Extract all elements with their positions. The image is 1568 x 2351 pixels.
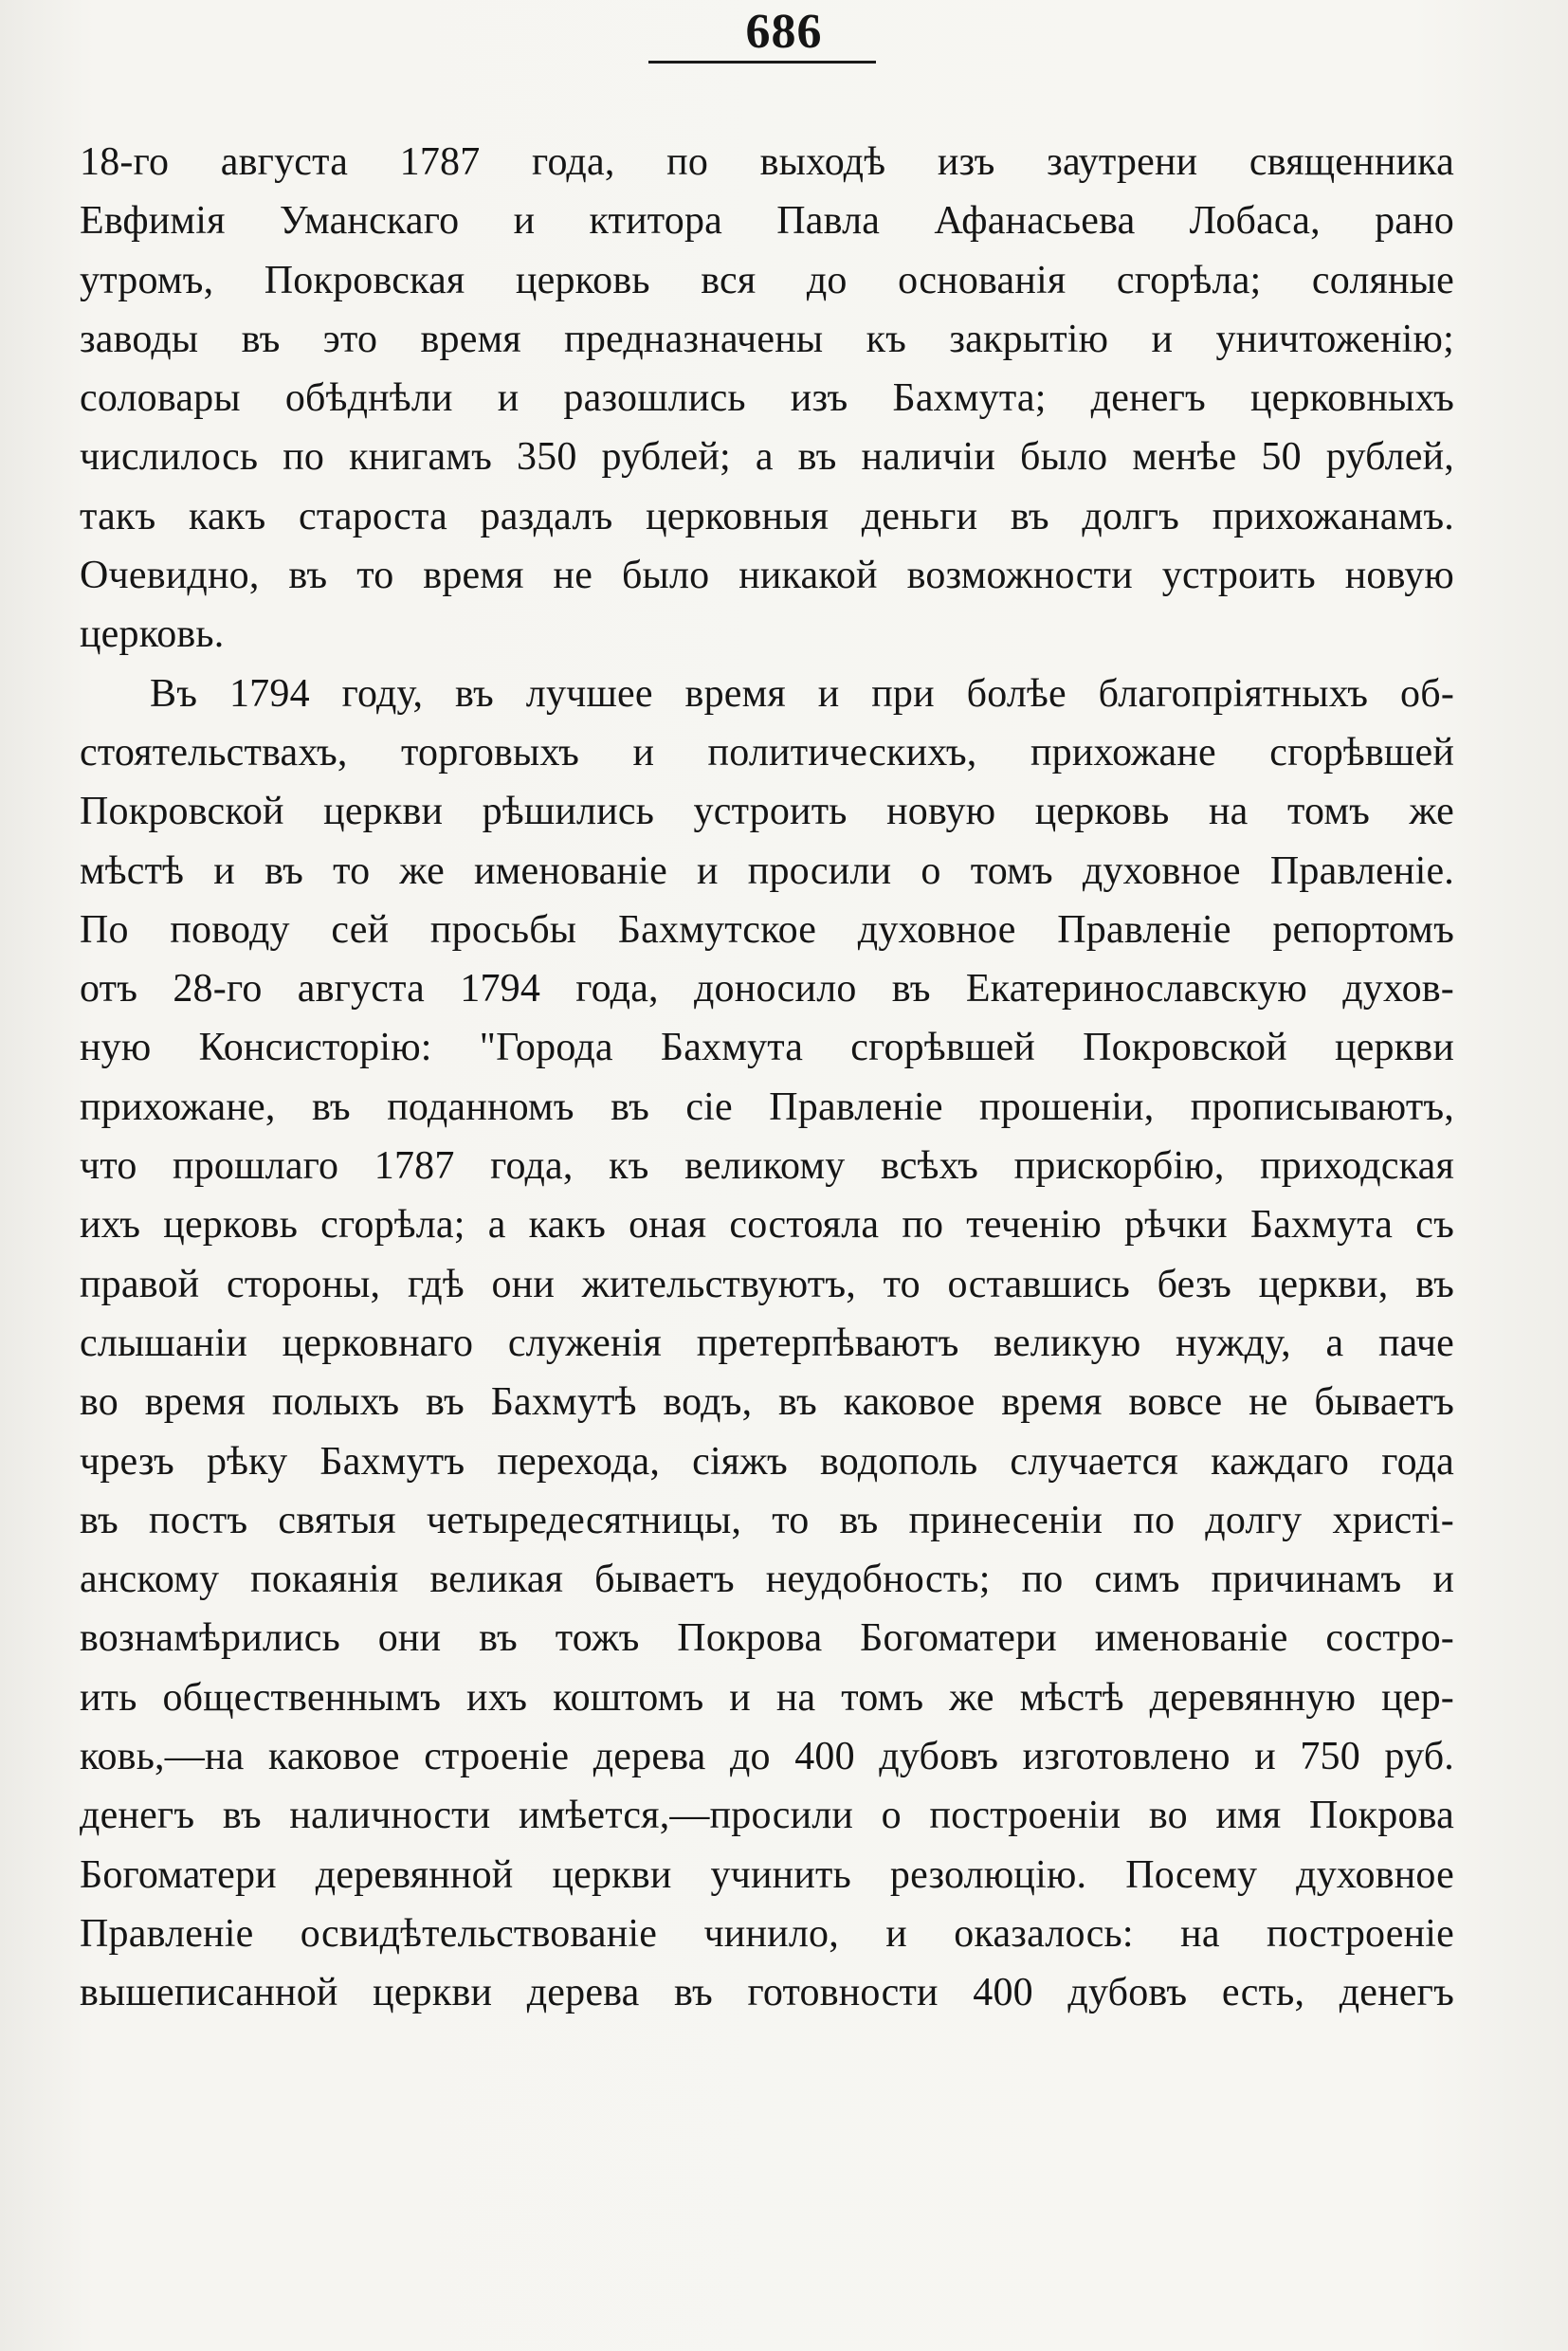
text-line: соловары обѣднѣли и разошлись изъ Бахмута; денегъ церковныхъ — [80, 376, 1454, 421]
text-line: заводы въ это время предназначены къ закрытію и уничтоженію; — [80, 317, 1454, 361]
text-line: 18-го августа 1787 года, по выходѣ изъ заутрени священника — [80, 140, 1454, 184]
text-line: Богоматери деревянной церкви учинить резолюцію. Посему духовное — [80, 1852, 1454, 1897]
text-line: Въ 1794 году, въ лучшее время и при болѣе благопріятныхъ об- — [150, 671, 1454, 716]
text-line: стоятельствахъ, торговыхъ и политическихъ, прихожане сгорѣвшей — [80, 730, 1454, 775]
text-line: Покровской церкви рѣшились устроить новую церковь на томъ же — [80, 790, 1454, 834]
text-line: чрезъ рѣку Бахмутъ перехода, сіяжъ водополь случается каждаго года — [80, 1439, 1454, 1484]
page-number: 686 — [745, 5, 823, 59]
text-line: Очевидно, въ то время не было никакой возможности устроить новую — [80, 554, 1454, 598]
text-line: слышаніи церковнаго служенія претерпѣваютъ великую нужду, а паче — [80, 1321, 1454, 1365]
text-line: что прошлаго 1787 года, къ великому всѣхъ прискорбію, приходская — [80, 1144, 1454, 1189]
text-line: такъ какъ староста раздалъ церковныя деньги въ долгъ прихожанамъ. — [80, 494, 1454, 538]
text-line: Евфимія Уманскаго и ктитора Павла Афанасьева Лобаса, рано — [80, 199, 1454, 244]
text-line: анскому покаянія великая бываетъ неудобность; по симъ причинамъ и — [80, 1558, 1454, 1602]
text-line: ковь,—на каковое строеніе дерева до 400 дубовъ изготовлено и 750 руб. — [80, 1735, 1454, 1779]
text-line: церковь. — [80, 612, 225, 657]
text-line: вышеписанной церкви дерева въ готовности 400 дубовъ есть, денегъ — [80, 1971, 1454, 2015]
text-line: числилось по книгамъ 350 рублей; а въ наличіи было менѣе 50 рублей, — [80, 435, 1454, 480]
header-rule — [648, 61, 876, 64]
text-line: отъ 28-го августа 1794 года, доносило въ Екатеринославскую духов- — [80, 967, 1454, 1011]
text-line: По поводу сей просьбы Бахмутское духовное Правленіе репортомъ — [80, 907, 1454, 952]
text-line: вознамѣрились они въ тожъ Покрова Богоматери именованіе состро- — [80, 1616, 1454, 1661]
text-line: ихъ церковь сгорѣла; а какъ оная состояла по теченію рѣчки Бахмута съ — [80, 1203, 1454, 1248]
text-line: утромъ, Покровская церковь вся до основанія сгорѣла; соляные — [80, 258, 1454, 302]
text-line: правой стороны, гдѣ они жительствуютъ, то оставшись безъ церкви, въ — [80, 1262, 1454, 1306]
text-line: въ постъ святыя четыредесятницы, то въ принесеніи по долгу христі- — [80, 1498, 1454, 1542]
text-line: ить общественнымъ ихъ коштомъ и на томъ же мѣстѣ деревянную цер- — [80, 1675, 1454, 1720]
body-text — [80, 133, 1454, 2023]
text-line: ную Консисторію: "Города Бахмута сгорѣвшей Покровской церкви — [80, 1026, 1454, 1070]
text-line: прихожане, въ поданномъ въ сіе Правленіе прошеніи, прописываютъ, — [80, 1084, 1454, 1129]
text-line: денегъ въ наличности имѣется,—просили о построеніи во имя Покрова — [80, 1794, 1454, 1838]
text-line: во время полыхъ въ Бахмутѣ водъ, въ каковое время вовсе не бываетъ — [80, 1380, 1454, 1425]
text-line: мѣстѣ и въ то же именованіе и просили о томъ духовное Правленіе. — [80, 848, 1454, 893]
text-line: Правленіе освидѣтельствованіе чинило, и оказалось: на построеніе — [80, 1911, 1454, 1956]
